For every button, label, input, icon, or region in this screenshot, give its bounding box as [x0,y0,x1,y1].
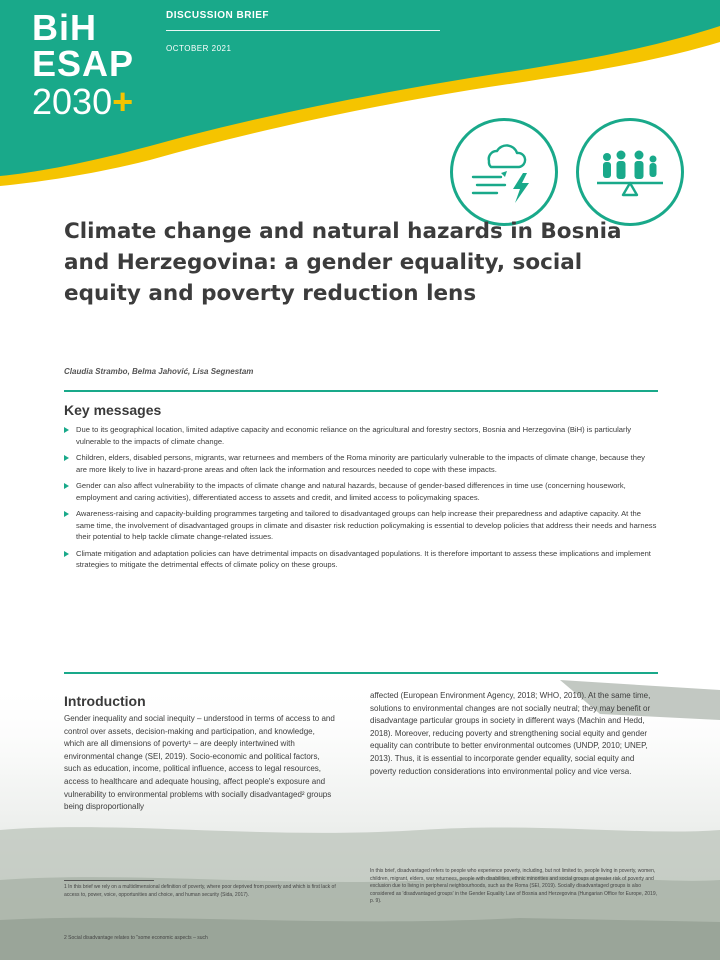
key-message-text: Gender can also affect vulnerability to the impacts of climate change and natural hazards, because of gender-based differences in time use (concerning housework, employment and caring activities), differentiated access to assets and credit, and limited access to policymaking spaces. [76,481,626,502]
bullet-triangle-icon [64,511,69,517]
key-message-text: Awareness-raising and capacity-building programmes targeting and tailored to disadvantaged groups can help increase their preparedness and adaptive capacity. At the same time, the involvement of disadvantaged groups in climate and disaster risk reduction policymaking is essential to develop policies that address their needs and harness their potential to help tackle climate change-related issues. [76,509,657,541]
key-messages-bottom-rule [64,672,658,674]
key-messages-heading: Key messages [64,402,162,418]
logo-year: 2030 [32,81,113,122]
right-column-note: In this brief, disadvantaged refers to people who experience poverty, including, but not limited to, people living in poverty, women, children, migrant, elders, war returnees, people with disabilities, ethnic minorities and social groups at greater risk of poverty and exclusion due to living in peripheral neighbourhoods, such as the Roma (SEI, 2019). Socially disadvantaged groups is also considered as 'disadvantaged groups' in the Gender Equality Law of Bosnia and Herzegovina (Hungarian Office for Europe, 2019, p. 9). [370,868,657,904]
logo-line-3 [32,81,134,122]
key-message-text: Children, elders, disabled persons, migrants, war returnees and members of the Roma minority are particularly vulnerable to the impacts of climate change, because they are more likely to live in hazard-prone areas and often lack the information and resources needed to cope with these impacts. [76,453,645,474]
key-messages-list [64,424,658,576]
introduction-right-column: affected (European Environment Agency, 2018; WHO, 2010). At the same time, solutions to environmental changes are not socially neutral; they may benefit or disadvantage particular groups in society in different ways (Machin and Hedd, 2018). Moreover, reducing poverty and strengthening social equity and gender equality can contribute to better environmental outcomes (UNDP, 2010; UNEP, 2013). Thus, it is essential to incorporate gender equality, social equity and poverty reduction considerations into environmental policy and vice versa. [370,691,651,776]
document-date: OCTOBER 2021 [166,44,232,53]
logo-plus: + [112,81,134,122]
introduction-left-column: Gender inequality and social inequity – understood in terms of access to and control over assets, decision-making and participation, and knowledge, which are all dimensions of poverty¹ – are deeply intertwined with environmental change (SEI, 2019). Socio-economic and political factors, such as education, income, political influence, access to legal resources, access to healthcare and adequate housing, affect people's exposure and vulnerability to environmental problems with socially disadvantaged² groups being disproportionally [64,714,335,812]
introduction-heading: Introduction [64,693,146,709]
footnote-divider [64,880,154,881]
cloud-wind-lightning-icon [450,118,558,226]
logo-line-1: BiH [32,7,97,48]
footnote-2: 2 Social disadvantage relates to "some economic aspects – such [64,935,208,941]
key-messages-top-rule [64,390,658,392]
key-message-item [64,508,658,543]
bullet-triangle-icon [64,427,69,433]
key-message-item [64,548,658,571]
bullet-triangle-icon [64,455,69,461]
bullet-triangle-icon [64,551,69,557]
key-message-item [64,452,658,475]
logo-line-2: ESAP [32,43,135,84]
footnote-1: 1 In this brief we rely on a multidimensional definition of poverty, where poor deprived from poverty and which is first lack of access to, power, voice, opportunities and choice, and human security (Sida, 2017). [64,884,336,898]
page-title: Climate change and natural hazards in Bosnia and Herzegovina: a gender equality, social equity and poverty reduction lens [64,219,622,306]
bih-esap-logo [32,7,135,122]
key-message-item [64,480,658,503]
bullet-triangle-icon [64,483,69,489]
key-message-item [64,424,658,447]
document-type-label: DISCUSSION BRIEF [166,10,270,21]
key-message-text: Due to its geographical location, limited adaptive capacity and economic reliance on the agricultural and forestry sectors, Bosnia and Herzegovina (BiH) is particularly vulnerable to the impacts of climate change. [76,425,632,446]
authors: Claudia Strambo, Belma Jahović, Lisa Segnestam [64,367,254,376]
header-divider [166,30,440,31]
people-balance-icon [576,118,684,226]
key-message-text: Climate mitigation and adaptation policies can have detrimental impacts on disadvantaged populations. It is therefore important to assess these implications and implement strategies to mitigate the detrimental effects of climate policy on these groups. [76,548,651,569]
